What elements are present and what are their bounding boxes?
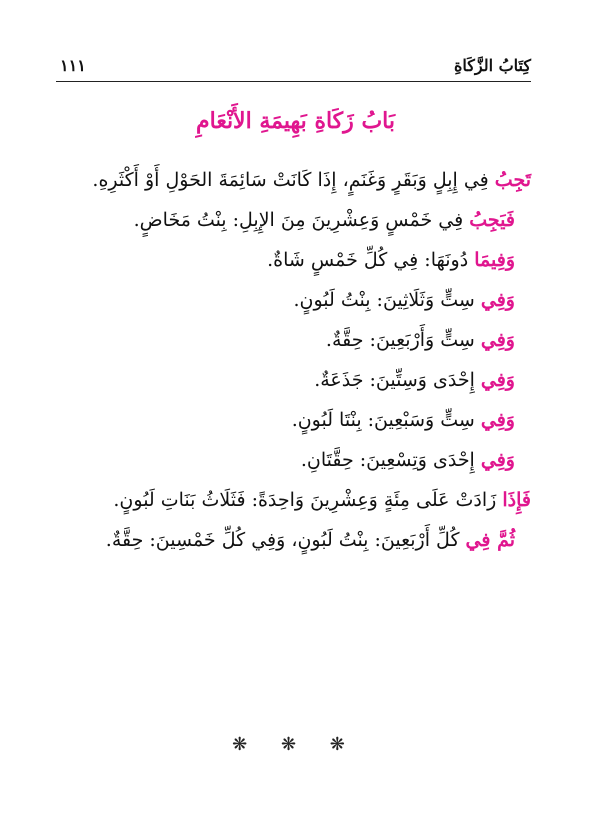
paragraph-keyword: وَفِي [480,289,515,311]
paragraph [56,440,531,480]
paragraph-keyword: وَفِي [480,329,515,351]
paragraph-keyword: وَفِيمَا [474,249,515,271]
paragraph-text: زَادَتْ عَلَى مِئَةٍ وَعِشْرِينَ وَاحِدَةً: فَثَلَاثُ بَنَاتِ لَبُونٍ. [113,489,503,511]
paragraph-text: إِحْدَى وَسِتِّينَ: جَذَعَةٌ. [314,369,481,391]
paragraph-keyword: وَفِي [480,369,515,391]
paragraph [56,160,531,200]
paragraph-text: سِتٍّ وَسَبْعِينَ: بِنْتَا لَبُونٍ. [291,409,481,431]
section-separator: ❋ ❋ ❋ [232,734,359,755]
chapter-title: بَابُ زَكَاةِ بَهِيمَةِ الأَنْعَامِ [196,108,395,134]
paragraph-text: إِحْدَى وَتِسْعِينَ: حِقَّتَانِ. [300,449,481,471]
paragraph-text: سِتٍّ وَثَلَاثِينَ: بِنْتُ لَبُونٍ. [293,289,481,311]
paragraph [56,320,531,360]
header-divider [56,81,531,82]
paragraph-text: فِي إِبِلٍ وَبَقَرٍ وَغَنَمٍ، إِذَا كَانَتْ سَائِمَةَ الحَوْلِ أَوْ أَكْثَرِهِ. [92,169,495,191]
paragraph [56,400,531,440]
paragraph-text: دُونَهَا: فِي كُلِّ خَمْسٍ شَاةٌ. [267,249,475,271]
paragraph [56,360,531,400]
paragraph-keyword: ثُمَّ فِي [465,529,515,551]
page-number: ١١١ [60,56,86,75]
paragraph-keyword: وَفِي [480,409,515,431]
paragraph-keyword: تَجِبُ [494,169,531,191]
paragraph [56,200,531,240]
paragraph [56,280,531,320]
paragraph-keyword: فَإِذَا [502,489,531,511]
paragraph-keyword: وَفِي [480,449,515,471]
paragraph-text: سِتٍّ وَأَرْبَعِينَ: حِقَّةٌ. [325,329,481,351]
running-header [60,56,531,82]
paragraph-text: كُلِّ أَرْبَعِينَ: بِنْتُ لَبُونٍ، وَفِي كُلِّ خَمْسِينَ: حِقَّةٌ. [105,529,466,551]
paragraph [56,480,531,520]
paragraph [56,240,531,280]
paragraph-keyword: فَيَجِبُ [469,209,515,231]
paragraph-text: فِي خَمْسٍ وَعِشْرِينَ مِنَ الإِبِلِ: بِنْتُ مَخَاضٍ. [133,209,470,231]
book-title: كِتَابُ الزَّكَاةِ [454,56,531,75]
body-text [56,160,531,560]
paragraph [56,520,531,560]
